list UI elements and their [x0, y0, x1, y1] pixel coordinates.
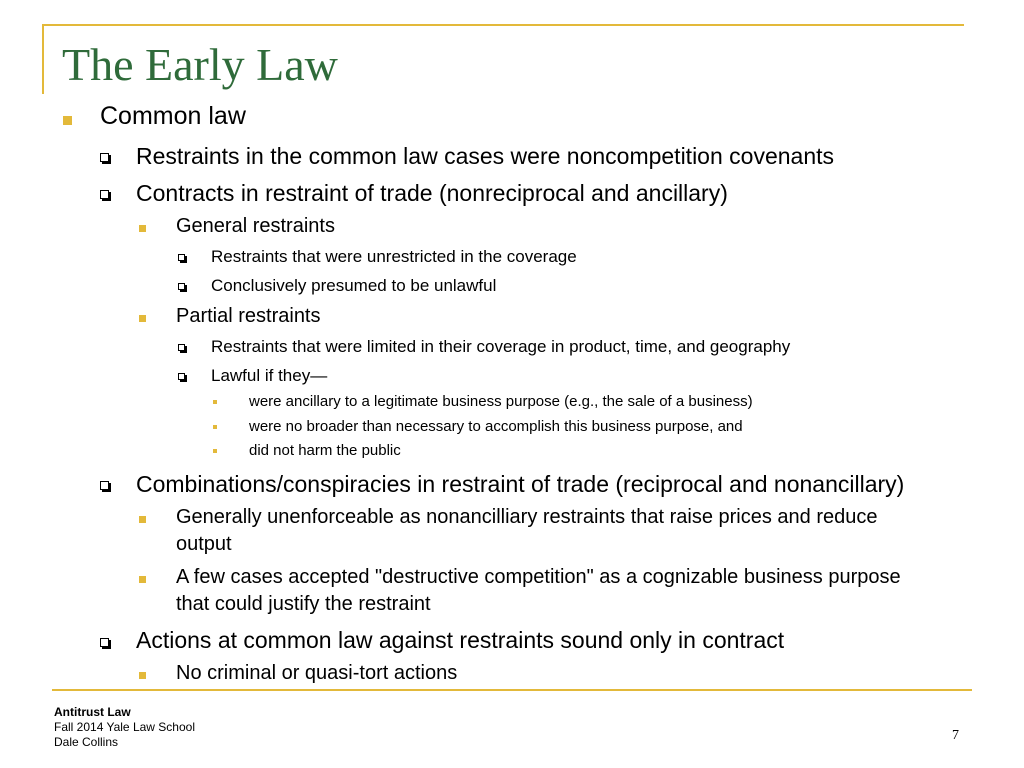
- bullet-square-icon: [139, 225, 146, 232]
- bullet-partial-restraints: Partial restraints: [176, 305, 321, 327]
- bullet-general-1: Restraints that were unrestricted in the coverage: [211, 247, 577, 266]
- bullet-partial-1: Restraints that were limited in their coverage in product, time, and geography: [211, 337, 791, 356]
- bullet-square-icon: [139, 576, 146, 583]
- bullet-square-icon: [139, 516, 146, 523]
- bullet-dot-icon: [213, 400, 217, 404]
- bullet-checkbox-icon: [100, 190, 109, 199]
- bullet-checkbox-icon: [178, 283, 185, 290]
- page-number: 7: [952, 728, 959, 743]
- bullet-contracts: Contracts in restraint of trade (nonreciprocal and ancillary): [136, 180, 728, 206]
- bullet-comb-1-line1: Generally unenforceable as nonancilliary restraints that raise prices and reduce: [176, 506, 878, 528]
- bullet-noncompetition: Restraints in the common law cases were noncompetition covenants: [136, 143, 835, 169]
- bullet-actions: Actions at common law against restraints sound only in contract: [136, 627, 785, 653]
- footer-author: Dale Collins: [54, 735, 119, 749]
- bullet-checkbox-icon: [178, 254, 185, 261]
- bullet-lawful-2: were no broader than necessary to accomplish this business purpose, and: [249, 418, 743, 435]
- bullet-lawful-3: did not harm the public: [249, 442, 401, 459]
- bullet-checkbox-icon: [100, 638, 109, 647]
- bullet-comb-2-line2: that could justify the restraint: [176, 593, 431, 615]
- bottom-accent-line: [52, 689, 972, 691]
- top-accent-line: [42, 24, 964, 26]
- bullet-lawful-1: were ancillary to a legitimate business purpose (e.g., the sale of a business): [249, 393, 753, 410]
- bullet-common-law: Common law: [100, 102, 246, 130]
- bullet-general-restraints: General restraints: [176, 215, 335, 237]
- bullet-square-icon: [63, 116, 72, 125]
- bullet-dot-icon: [213, 425, 217, 429]
- bullet-comb-2-line1: A few cases accepted "destructive competition" as a cognizable business purpose: [176, 566, 901, 588]
- bullet-checkbox-icon: [178, 373, 185, 380]
- bullet-general-2: Conclusively presumed to be unlawful: [211, 276, 497, 295]
- bullet-checkbox-icon: [100, 153, 109, 162]
- bullet-square-icon: [139, 672, 146, 679]
- bullet-dot-icon: [213, 449, 217, 453]
- bullet-combinations: Combinations/conspiracies in restraint of trade (reciprocal and nonancillary): [136, 471, 905, 497]
- footer-course: Antitrust Law: [54, 705, 131, 719]
- left-accent-line: [42, 24, 44, 94]
- slide-title: The Early Law: [62, 39, 338, 90]
- bullet-actions-1: No criminal or quasi-tort actions: [176, 662, 458, 684]
- bullet-square-icon: [139, 315, 146, 322]
- bullet-comb-1-line2: output: [176, 533, 232, 555]
- bullet-checkbox-icon: [178, 344, 185, 351]
- bullet-partial-2: Lawful if they—: [211, 366, 328, 385]
- bullet-checkbox-icon: [100, 481, 109, 490]
- footer-term-school: Fall 2014 Yale Law School: [54, 720, 195, 734]
